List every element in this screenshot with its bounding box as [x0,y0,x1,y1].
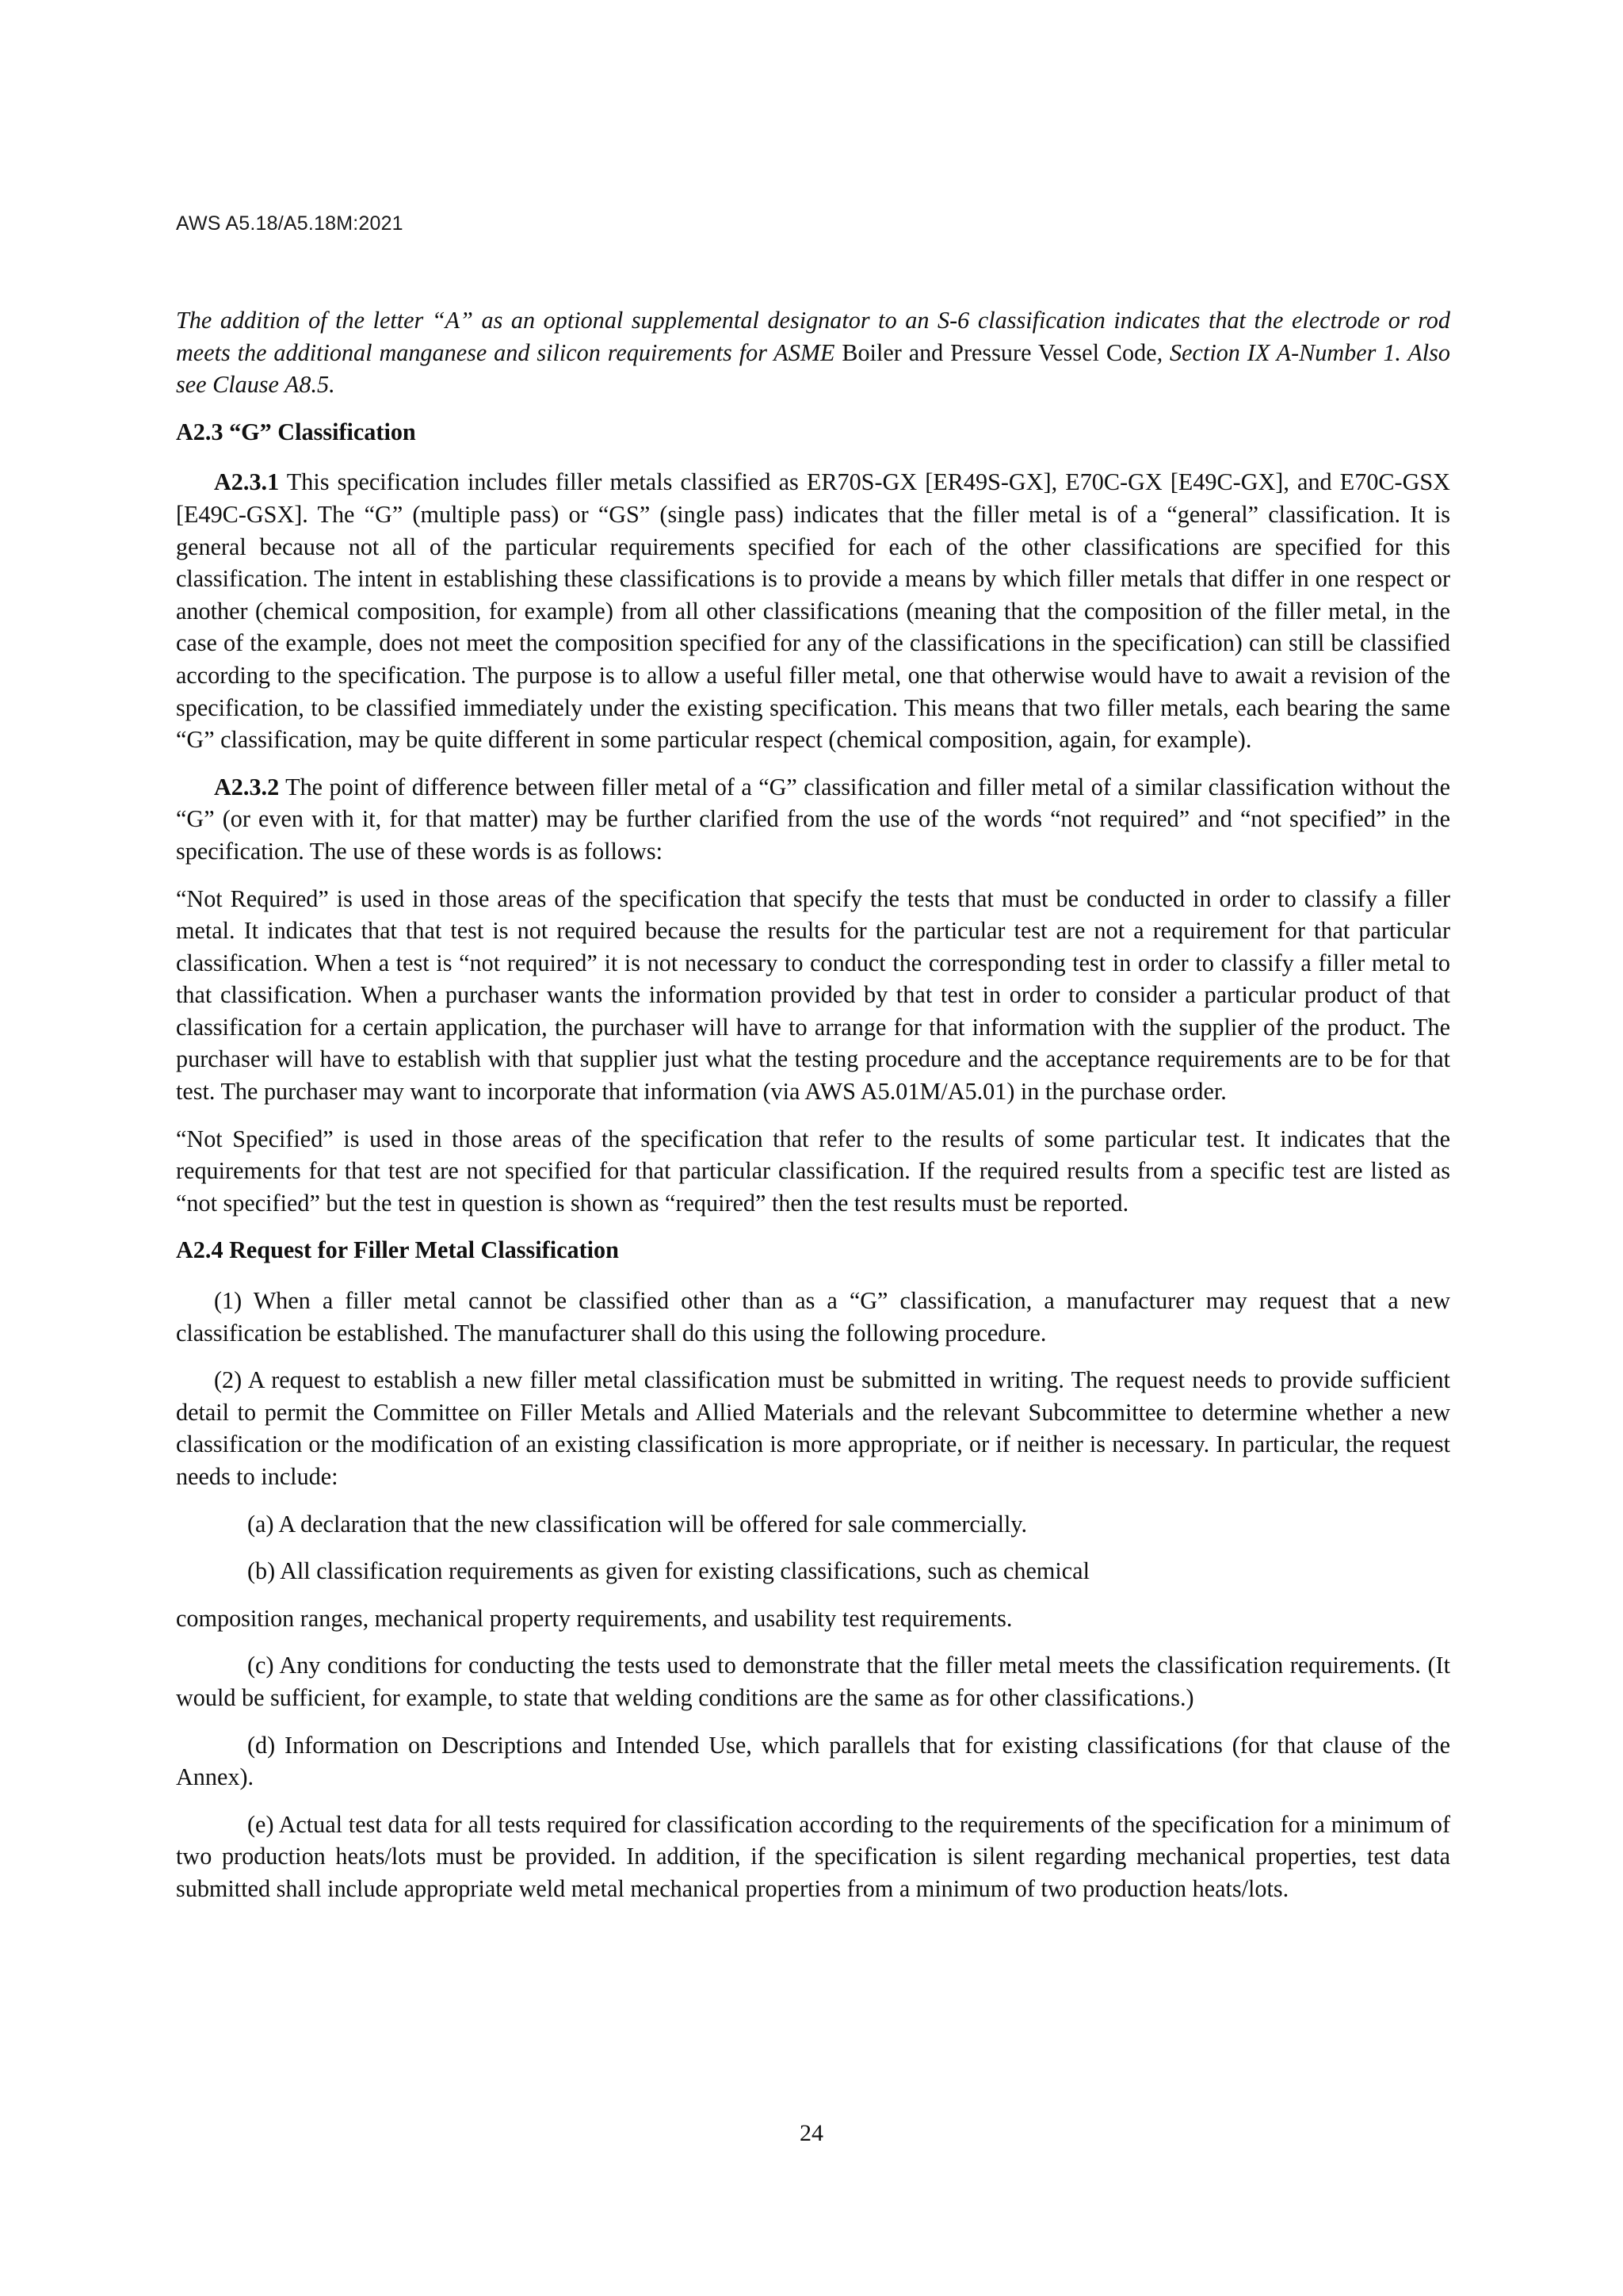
clause-number: A2.3.2 [214,773,280,800]
paragraph-text: The point of difference between filler metal of a “G” classification and filler metal of a similar classification without the “G” (or even with it, for that matter) may be further clarified from the use of the words “not required” and “not specified” in the specification. The use of these words is as follows: [176,773,1450,865]
intro-code-name: Boiler and Pressure Vessel Code [842,338,1157,366]
paragraph-a2-3-2 [176,771,1450,868]
list-item-a: (a) A declaration that the new classification will be offered for sale commercially. [247,1510,1028,1538]
list-item-b-continuation: composition ranges, mechanical property requirements, and usability test requirements. [176,1604,1013,1632]
document-identifier: AWS A5.18/A5.18M:2021 [176,212,403,235]
paragraph-request-1: (1) When a filler metal cannot be classified other than as a “G” classification, a manufacturer may request that a new classification be established. The manufacturer shall do this using the following procedure. [176,1287,1450,1347]
paragraph-a2-3-1 [176,466,1450,755]
list-item-b: (b) All classification requirements as given for existing classifications, such as chemical [247,1557,1090,1585]
list-item-e: (e) Actual test data for all tests required for classification according to the requirements of the specification for a minimum of two production heats/lots must be provided. In addition, if the specification is silent regarding mechanical properties, test data submitted shall include appropriate weld metal mechanical properties from a minimum of two production heats/lots. [176,1810,1450,1902]
section-heading-a2-3: A2.3 “G” Classification [176,418,416,445]
paragraph-text: This specification includes filler metals classified as ER70S-GX [ER49S-GX], E70C-GX [E49C-GX], and E70C-GSX [E49C-GSX]. The “G” (multiple pass) or “GS” (single pass) indicates that the filler metal is of a “general” classification. It is general because not all of the particular requirements specified for each of the other classifications are specified for this classification. The intent in establishing these classifications is to provide a means by which filler metals that differ in one respect or another (chemical composition, for example) from all other classifications (meaning that the composition of the filler metal, in the case of the example, does not meet the composition specified for any of the classifications in the specification) can still be classified according to the specification. The purpose is to allow a useful filler metal, one that otherwise would have to await a revision of the specification, to be classified immediately under the existing specification. This means that two filler metals, each bearing the same “G” classification, may be quite different in some particular respect (chemical composition, again, for example). [176,468,1450,754]
list-item-d: (d) Information on Descriptions and Intended Use, which parallels that for existing classifications (for that clause of the Annex). [176,1731,1450,1791]
paragraph-request-2: (2) A request to establish a new filler metal classification must be submitted in writing. The request needs to provide sufficient detail to permit the Committee on Filler Metals and Allied Materials and the relevant Subcommittee to determine whether a new classification or the modification of an existing classification is more appropriate, or if neither is necessary. In particular, the request needs to include: [176,1366,1450,1490]
paragraph-not-specified: “Not Specified” is used in those areas of the specification that refer to the results of some particular test. It indicates that the requirements for that test are not specified for that particular classification. If the required results from a specific test are listed as “not specified” but the test in question is shown as “required” then the test results must be reported. [176,1125,1450,1217]
intro-italic-text: The addition of the letter “A” as an optional supplemental designator to an S-6 classification indicates that the electrode or rod meets the additional manganese and silicon requirements for ASME [176,307,1450,366]
list-item-c: (c) Any conditions for conducting the tests used to demonstrate that the filler metal meets the classification requirements. (It would be sufficient, for example, to state that welding conditions are the same as for other classifications.) [176,1652,1450,1711]
intro-italic-tail: , Section IX A-Number 1. Also see Clause A8.5. [176,338,1450,399]
paragraph-not-required: “Not Required” is used in those areas of the specification that specify the tests that must be conducted in order to classify a filler metal. It indicates that that test is not required because the results for the particular test are not a requirement for that particular classification. When a test is “not required” it is not necessary to conduct the corresponding test in order to classify a filler metal to that classification. When a purchaser wants the information provided by that test in order to consider a particular product of that classification for a certain application, the purchaser will have to arrange for that information with the supplier of the product. The purchaser will have to establish with that supplier just what the testing procedure and the acceptance requirements are to be for that test. The purchaser may want to incorporate that information (via AWS A5.01M/A5.01) in the purchase order. [176,884,1450,1106]
page-number: 24 [800,2120,823,2146]
document-body [176,304,1450,1920]
intro-paragraph [176,304,1450,401]
section-heading-a2-4: A2.4 Request for Filler Metal Classification [176,1236,619,1264]
clause-number: A2.3.1 [214,468,280,496]
